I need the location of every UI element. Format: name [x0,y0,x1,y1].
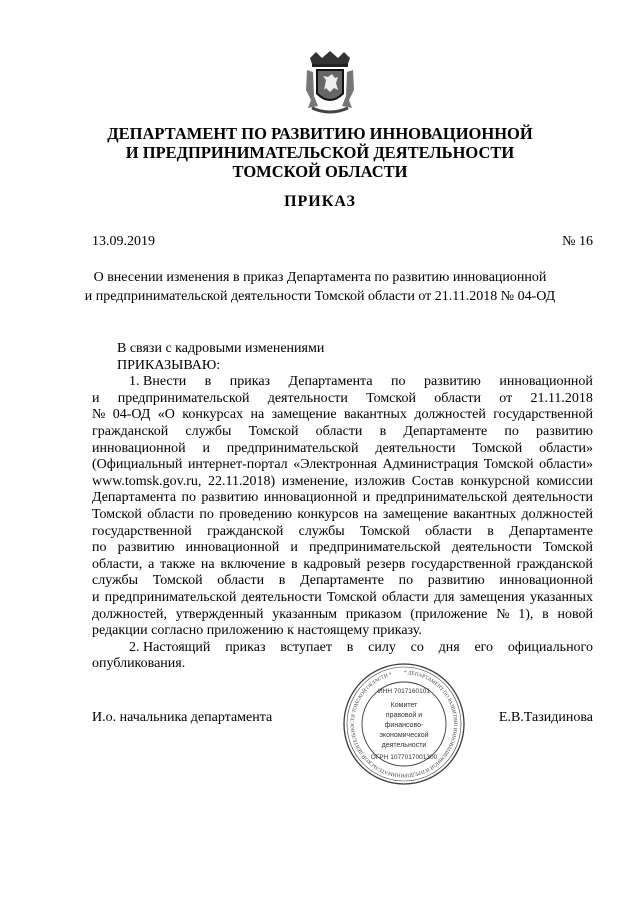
body-word: Состав [411,473,454,489]
body-word: развитию [117,540,175,556]
official-stamp [340,660,468,788]
body-line [92,424,593,441]
stamp-text: экономической [379,732,429,739]
body-word: государственной [411,556,511,572]
body-word: в [204,374,212,390]
body-word: конкурсов [297,506,359,522]
body-word: области» [539,457,593,473]
body-line [92,391,593,408]
body-word: деятельности [512,490,593,506]
tomsk-coat-of-arms-icon [304,50,356,116]
body-word: предпринимательской [308,540,441,556]
body-word: области [315,423,363,439]
body-word: со [410,639,424,655]
body-word: № [92,407,106,423]
body-word: включение [220,556,286,572]
document-type: ПРИКАЗ [284,193,356,210]
body-word: Департамента [92,490,177,506]
body-word: по [391,374,406,390]
body-line [92,590,593,607]
body-word: Томской [366,390,416,406]
body-word: службы [92,573,139,589]
body-word: развитию [201,490,259,506]
body-word: развитию [423,374,481,390]
subject-line: О внесении изменения в приказ Департамента по развитию инновационной [93,270,547,285]
stamp-text: Комитет [390,702,418,709]
body-word: на [200,556,215,572]
subject-line: и предпринимательской деятельности Томской области от 21.11.2018 № 04-ОД [84,289,556,304]
body-word: Томской [152,573,203,589]
body-word: инновационной [185,540,280,556]
body-word: предпринимательской [104,589,237,605]
body-word: замещения [459,589,525,605]
body-word: 22.11.2018) [208,473,276,489]
body-line [92,474,593,491]
body-word: 1), [518,606,534,622]
body-word: конкурсах [182,407,244,423]
body-word: предпринимательской [117,390,250,406]
body-word: вступает [280,639,332,655]
department-title-line: ТОМСКОЙ ОБЛАСТИ [232,162,408,181]
body-word: новой [557,606,593,622]
body-word: силу [368,639,396,655]
body-word: области [147,506,195,522]
stamp-text: деятельности [381,742,427,749]
order-word: ПРИКАЗЫВАЮ: [117,357,221,373]
body-word: деятельности [267,390,348,406]
order-number: № 16 [562,234,593,249]
body-word: деятельности [375,440,456,456]
body-word: на [250,407,265,423]
body-word: а [148,556,155,572]
body-line [92,540,593,557]
body-word: развитию [535,423,593,439]
body-line [92,507,593,524]
body-word: № [496,606,510,622]
body-word: государственной [92,523,192,539]
body-word: деятельности [451,540,532,556]
body-word: вакантных [453,506,517,522]
body-word: области [217,573,265,589]
body-word: замещение [271,407,337,423]
body-line [92,490,593,507]
body-word: (приложение [410,606,488,622]
body-word: указанным [272,606,337,622]
body-word: Томской [543,540,593,556]
body-word: 21.11.2018 [530,390,593,406]
body-word: в [290,556,298,572]
body-line [92,374,593,391]
body-word: приказом [345,606,402,622]
body-word: изложив [354,473,406,489]
body-word: Администрация [382,457,479,473]
body-word: Департаменте [300,573,384,589]
body-word: Томской [92,506,142,522]
body-word: по [398,573,414,589]
stamp-ring-text: * ДЕПАРТАМЕНТ ПО РАЗВИТИЮ ИННОВАЦИОННОЙ И ПРЕДПРИНИМАТЕЛЬСКОЙ ДЕЯТЕЛЬНОСТИ ТОМСКОЙ ОБЛАСТИ * [349,669,458,779]
body-word: Томской [472,440,523,456]
body-word: инновационной [499,573,593,589]
body-word: в [346,639,354,655]
body-word: дня [438,639,460,655]
body-word: гражданской [92,423,169,439]
body-word: должностей, [92,606,167,622]
body-word: на [363,506,378,522]
body-word: «Электронная [293,457,377,473]
body-word: вакантных [343,407,407,423]
body-word: по [92,540,107,556]
body-line [92,640,593,657]
body-word: области» [539,440,593,456]
body-line [92,557,593,574]
body-word: предпринимательской [226,440,359,456]
signatory-name: Е.В.Тазидинова [498,710,593,725]
body-word: www.tomsk.gov.ru, [92,473,202,489]
body-word: области, [92,556,143,572]
body-word: службы [185,423,232,439]
body-word: и [202,440,210,456]
body-word: области [434,390,482,406]
body-word: приказ [229,374,271,390]
body-word: также [160,556,196,572]
body-word: Департаменте [403,423,488,439]
body-word: инновационной [263,490,358,506]
body-word: и [362,490,371,506]
department-title-line: ДЕПАРТАМЕНТ ПО РАЗВИТИЮ ИННОВАЦИОННОЙ [107,124,533,143]
body-word: по [199,506,214,522]
body-word: (Официальный [92,457,183,473]
body-word: указанных [530,589,593,605]
intro-text: В связи с кадровыми изменениями [117,341,325,356]
body-word: конкурсной [460,473,530,489]
body-word: службы [298,523,345,539]
body-word: области [381,589,429,605]
body-line [92,524,593,541]
body-word: утвержденный [175,606,264,622]
body-word: в [487,523,494,539]
body-word: государственной [493,407,593,423]
body-line: редакции согласно приложению к настоящему приказу. [92,623,422,639]
body-word: Томской [326,589,377,605]
body-word: изменение, [281,473,349,489]
body-line [92,607,593,624]
stamp-text: правовой и [385,712,423,719]
body-word: 04-ОД [112,407,151,423]
body-word: Томской [359,523,410,539]
body-word: инновационной [92,440,186,456]
body-word: Департаменте [509,523,593,539]
body-word: деятельности [241,589,322,605]
body-word: Томской [483,457,534,473]
body-word: и [92,589,100,605]
body-word: в [379,423,387,439]
body-word: Департамента [288,374,373,390]
body-word: Томской [248,423,299,439]
body-word: должностей [521,506,593,522]
body-line: опубликования. [92,656,186,672]
body-word: развитию [427,573,485,589]
body-word: резерв [366,556,406,572]
body-word: официального [507,639,593,655]
body-line [92,457,593,474]
order-date: 13.09.2019 [92,234,155,249]
body-line [92,407,593,424]
order-subject [80,268,560,306]
body-word: и [290,540,298,556]
body-word: предпринимательской [375,490,508,506]
body-word: должностей [414,407,486,423]
signatory-position: И.о. начальника департамента [92,710,273,725]
body-word: в [278,573,286,589]
body-word: приказ [225,639,266,655]
body-word: гражданской [207,523,284,539]
stamp-inn: ИНН 7017160101 [377,688,431,695]
body-word: инновационной [499,374,593,390]
body-word: 2. Настоящий [129,639,211,655]
body-word: его [474,639,494,655]
body-word: и [92,390,100,406]
body-word: проведению [219,506,293,522]
stamp-text: финансово- [384,722,424,729]
body-word: комиссии [536,473,593,489]
body-word: «О [157,407,175,423]
body-word: по [504,423,519,439]
body-word: кадровый [303,556,361,572]
body-line [92,573,593,590]
body-word: области [425,523,472,539]
body-word: гражданской [516,556,593,572]
body-word: интернет-портал [187,457,288,473]
order-body [92,341,593,673]
body-word: по [181,490,196,506]
body-word: от [499,390,513,406]
body-word: для [433,589,455,605]
body-word: в [542,606,549,622]
body-word: замещение [382,506,448,522]
stamp-ogrn: ОГРН 1077017001300 [370,754,438,761]
body-line [92,441,593,458]
body-word: 1. Внести [129,374,187,390]
department-title-line: И ПРЕДПРИНИМАТЕЛЬСКОЙ ДЕЯТЕЛЬНОСТИ [125,143,515,162]
department-title [60,124,580,181]
